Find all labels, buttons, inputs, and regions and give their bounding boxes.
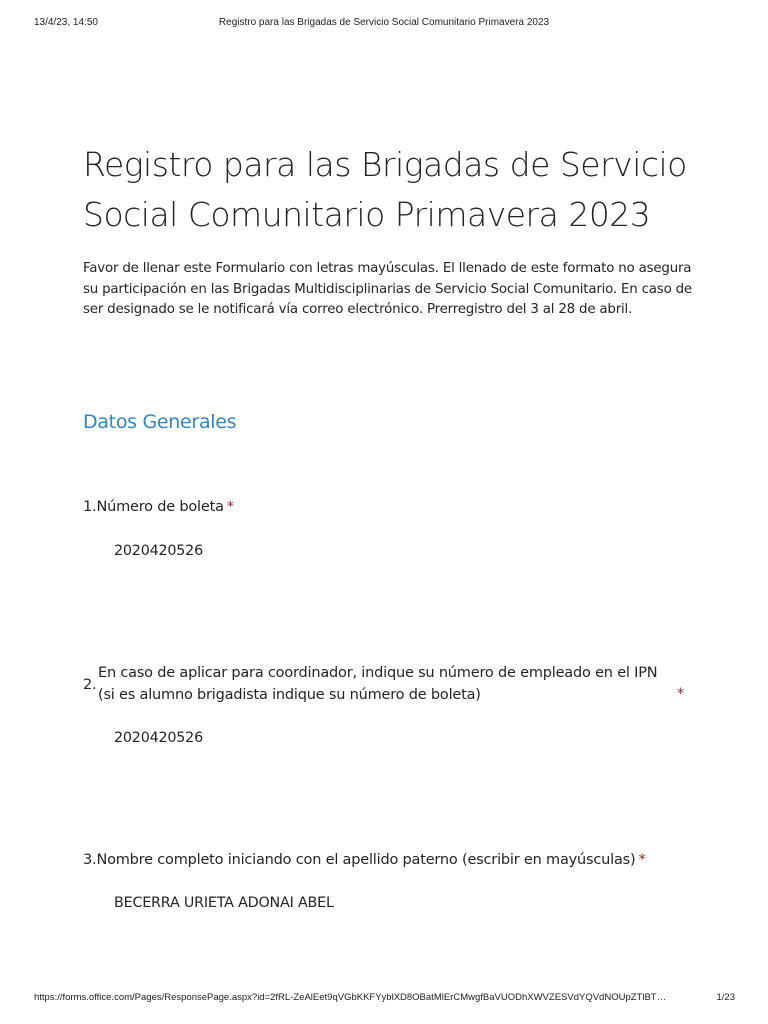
section-title: Datos Generales (83, 411, 237, 433)
question-text: Nombre completo iniciando con el apellido paterno (escribir en mayúsculas) (96, 852, 636, 868)
question-text: En caso de aplicar para coordinador, indique su número de empleado en el IPN (si es alumno brigadista indique su número de boleta) (98, 665, 658, 703)
form-title: Registro para las Brigadas de Servicio Social Comunitario Primavera 2023 (83, 145, 687, 234)
required-asterisk: * (226, 499, 234, 515)
question-1 (83, 496, 693, 518)
form-description: Favor de llenar este Formulario con letras mayúsculas. El llenado de este formato no asegura su participación en las Brigadas Multidisciplinarias de Servicio Social Comunitario. En caso de ser designado se le notificará vía correo electrónico. Prerregistro del 3 al 28 de abril. (83, 261, 692, 317)
print-header (0, 17, 768, 31)
print-datetime: 13/4/23, 14:50 (34, 17, 98, 28)
print-url: https://forms.office.com/Pages/ResponsePage.aspx?id=2fRL-ZeAlEet9qVGbKKFYyblXD8OBatMlErCMwgfBaVUODhXWVZESVdYQVdNOUpZTlBT… (34, 992, 667, 1003)
question-2 (83, 662, 693, 710)
question-number: 1. (83, 499, 97, 515)
print-page-number: 1/23 (716, 992, 735, 1003)
question-3 (83, 849, 693, 871)
question-text: Número de boleta (96, 499, 224, 515)
answer-2: 2020420526 (114, 730, 203, 746)
answer-3: BECERRA URIETA ADONAI ABEL (114, 895, 334, 911)
required-asterisk: * (638, 852, 646, 868)
answer-1: 2020420526 (114, 543, 203, 559)
print-footer (0, 992, 768, 1006)
question-number: 2. (83, 677, 97, 693)
print-page-title: Registro para las Brigadas de Servicio Social Comunitario Primavera 2023 (218, 17, 550, 28)
question-number: 3. (83, 852, 97, 868)
required-asterisk: * (677, 686, 685, 702)
